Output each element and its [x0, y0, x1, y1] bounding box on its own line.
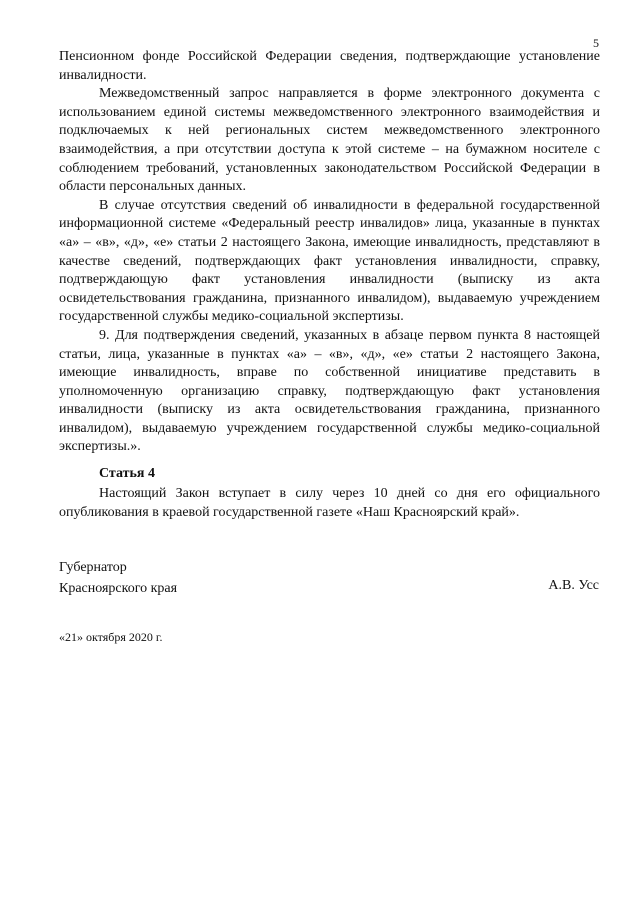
article-4-heading: Статья 4	[99, 466, 155, 481]
paragraph-no-registry-data: В случае отсутствия сведений об инвалидности в федеральной государственной информационной системе «Федеральный реестр инвалидов» лица, указанные в пунктах «а» – «в», «д», «е» статьи 2 настоящего Закона, имеющие инвалидность, представляют в качестве сведений, подтверждающих факт установления инвалидности, справку, подтверждающую факт установления инвалидности (выписку из акта освидетельствования гражданина, признанного инвалидом), выдаваемую учреждением государственной службы медико-социальной экспертизы.	[59, 197, 600, 325]
signing-date: «21» октября 2020 г.	[59, 630, 163, 644]
body-text-block	[59, 48, 600, 457]
signature-title-line2: Красноярского края	[59, 581, 178, 596]
signature-title	[59, 557, 177, 599]
article-4-text: Настоящий Закон вступает в силу через 10 дней со дня его официального опубликования в краевой государственной газете «Наш Красноярский край».	[59, 486, 600, 520]
paragraph-item-9: 9. Для подтверждения сведений, указанных в абзаце первом пункта 8 настоящей статьи, лица, указанные в пунктах «а» – «в», «д», «е» статьи 2 настоящего Закона, имеющие инвалидность, вправе по собственной инициативе представить в уполномоченную организацию справку, подтверждающую факт установления инвалидности (выписку из акта освидетельствования гражданина, признанного инвалидом), выдаваемую учреждением государственной службы медико-социальной экспертизы.».	[59, 327, 600, 455]
signature-title-line1: Губернатор	[59, 560, 127, 575]
paragraph-interagency-request: Межведомственный запрос направляется в форме электронного документа с использованием единой системы межведомственного электронного взаимодействия и подключаемых к ней региональных систем межведомственного электронного взаимодействия, а при отсутствии доступа к этой системе – на бумажном носителе с соблюдением требований, установленных законодательством Российской Федерации в области персональных данных.	[59, 86, 600, 195]
paragraph-continuation: Пенсионном фонде Российской Федерации сведения, подтверждающие установление инвалидности.	[59, 49, 600, 83]
signatory-name: А.В. Усс	[548, 578, 599, 593]
article-4-body	[59, 485, 600, 522]
page-number: 5	[593, 36, 599, 50]
